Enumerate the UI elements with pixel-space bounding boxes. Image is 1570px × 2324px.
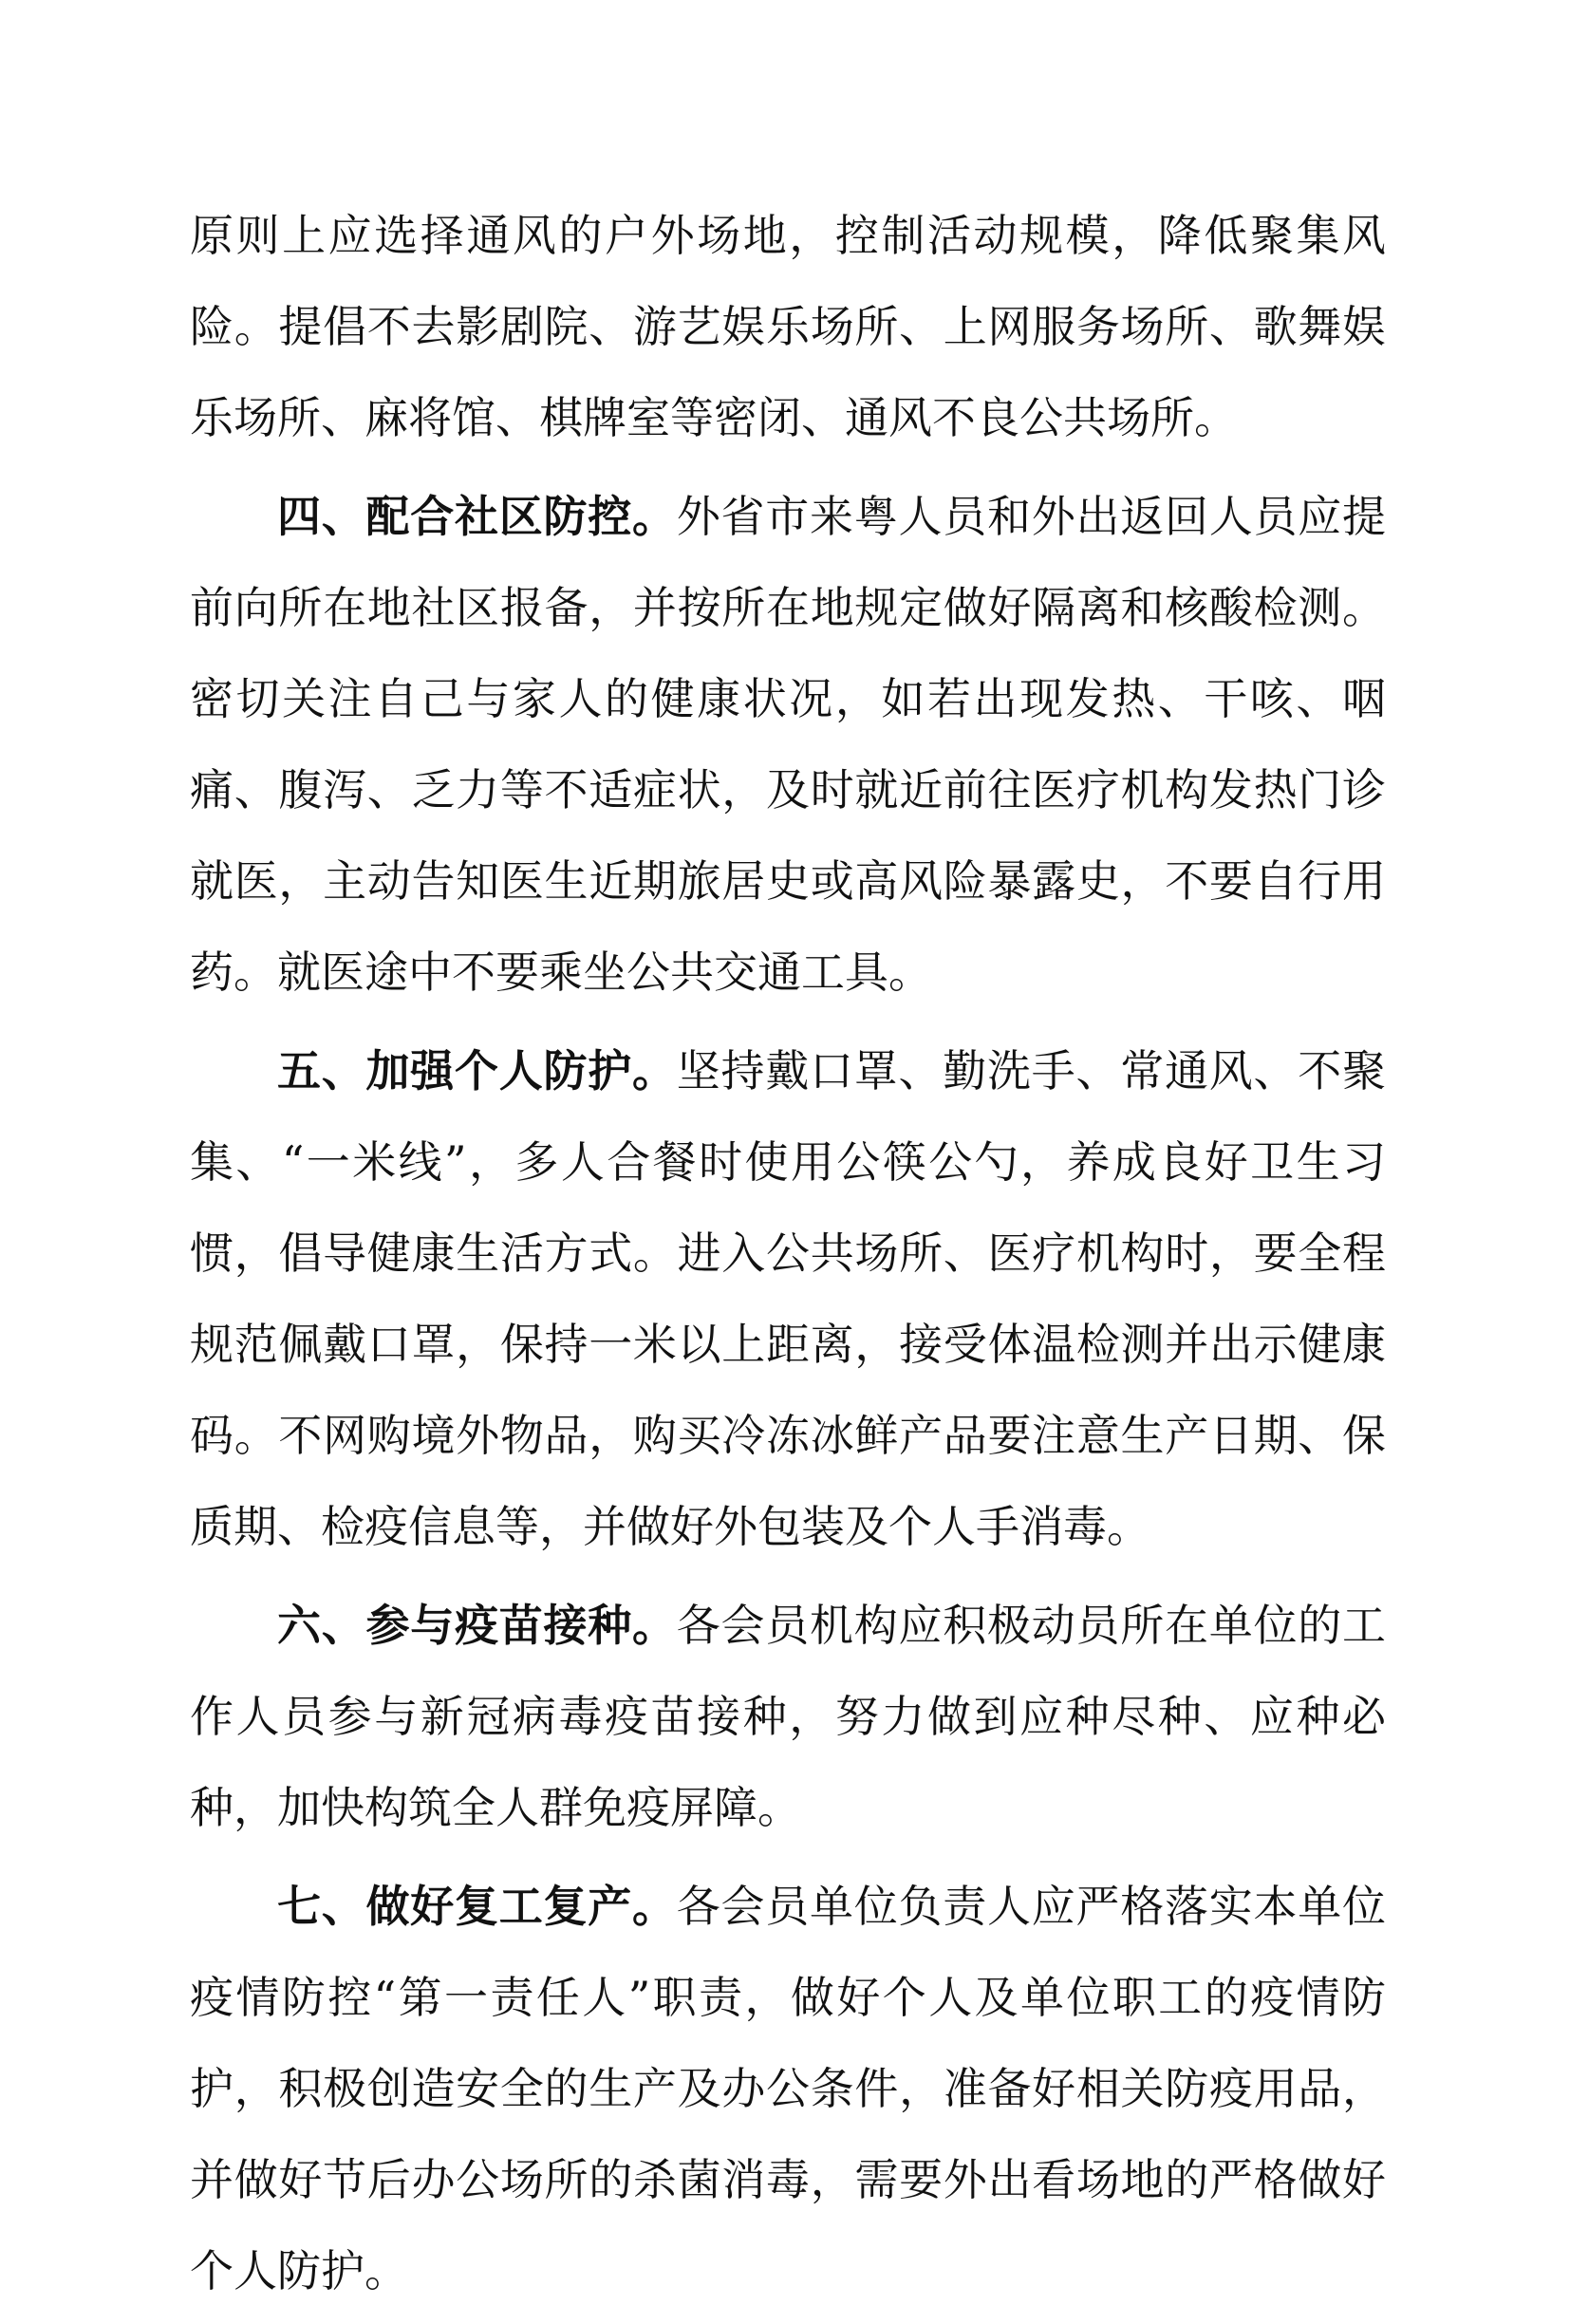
document-page [190,190,1386,2324]
paragraph-continuation [190,190,1386,463]
section-vaccination [190,1580,1386,1853]
section-text: 各会员机构应积极动员所在单位的工作人员参与新冠病毒疫苗接种，努力做到应种尽种、应种必种，加快构筑全人群免疫屏障。 [190,1600,1386,1833]
section-community-prevention [190,471,1386,1018]
paragraph-text: 原则上应选择通风的户外场地，控制活动规模，降低聚集风险。提倡不去影剧院、游艺娱乐场所、上网服务场所、歌舞娱乐场所、麻将馆、棋牌室等密闭、通风不良公共场所。 [190,210,1386,443]
section-heading: 六、参与疫苗接种。 [277,1600,677,1651]
section-resume-work [190,1861,1386,2316]
section-heading: 七、做好复工复产。 [277,1881,677,1932]
section-personal-protection [190,1025,1386,1572]
section-text: 外省市来粤人员和外出返回人员应提前向所在地社区报备，并按所在地规定做好隔离和核酸检测。密切关注自己与家人的健康状况，如若出现发热、干咳、咽痛、腹泻、乏力等不适症状，及时就近前往医疗机构发热门诊就医，主动告知医生近期旅居史或高风险暴露史，不要自行用药。就医途中不要乘坐公共交通工具。 [190,491,1386,998]
section-heading: 五、加强个人防护。 [277,1045,677,1096]
section-text: 坚持戴口罩、勤洗手、常通风、不聚集、“一米线”，多人合餐时使用公筷公勺，养成良好卫生习惯，倡导健康生活方式。进入公共场所、医疗机构时，要全程规范佩戴口罩，保持一米以上距离，接受体温检测并出示健康码。不网购境外物品，购买冷冻冰鲜产品要注意生产日期、保质期、检疫信息等，并做好外包装及个人手消毒。 [190,1045,1386,1552]
section-heading: 四、配合社区防控。 [277,491,677,542]
section-text: 各会员单位负责人应严格落实本单位疫情防控“第一责任人”职责，做好个人及单位职工的疫情防护，积极创造安全的生产及办公条件，准备好相关防疫用品，并做好节后办公场所的杀菌消毒，需要外出看场地的严格做好个人防护。 [190,1881,1386,2296]
